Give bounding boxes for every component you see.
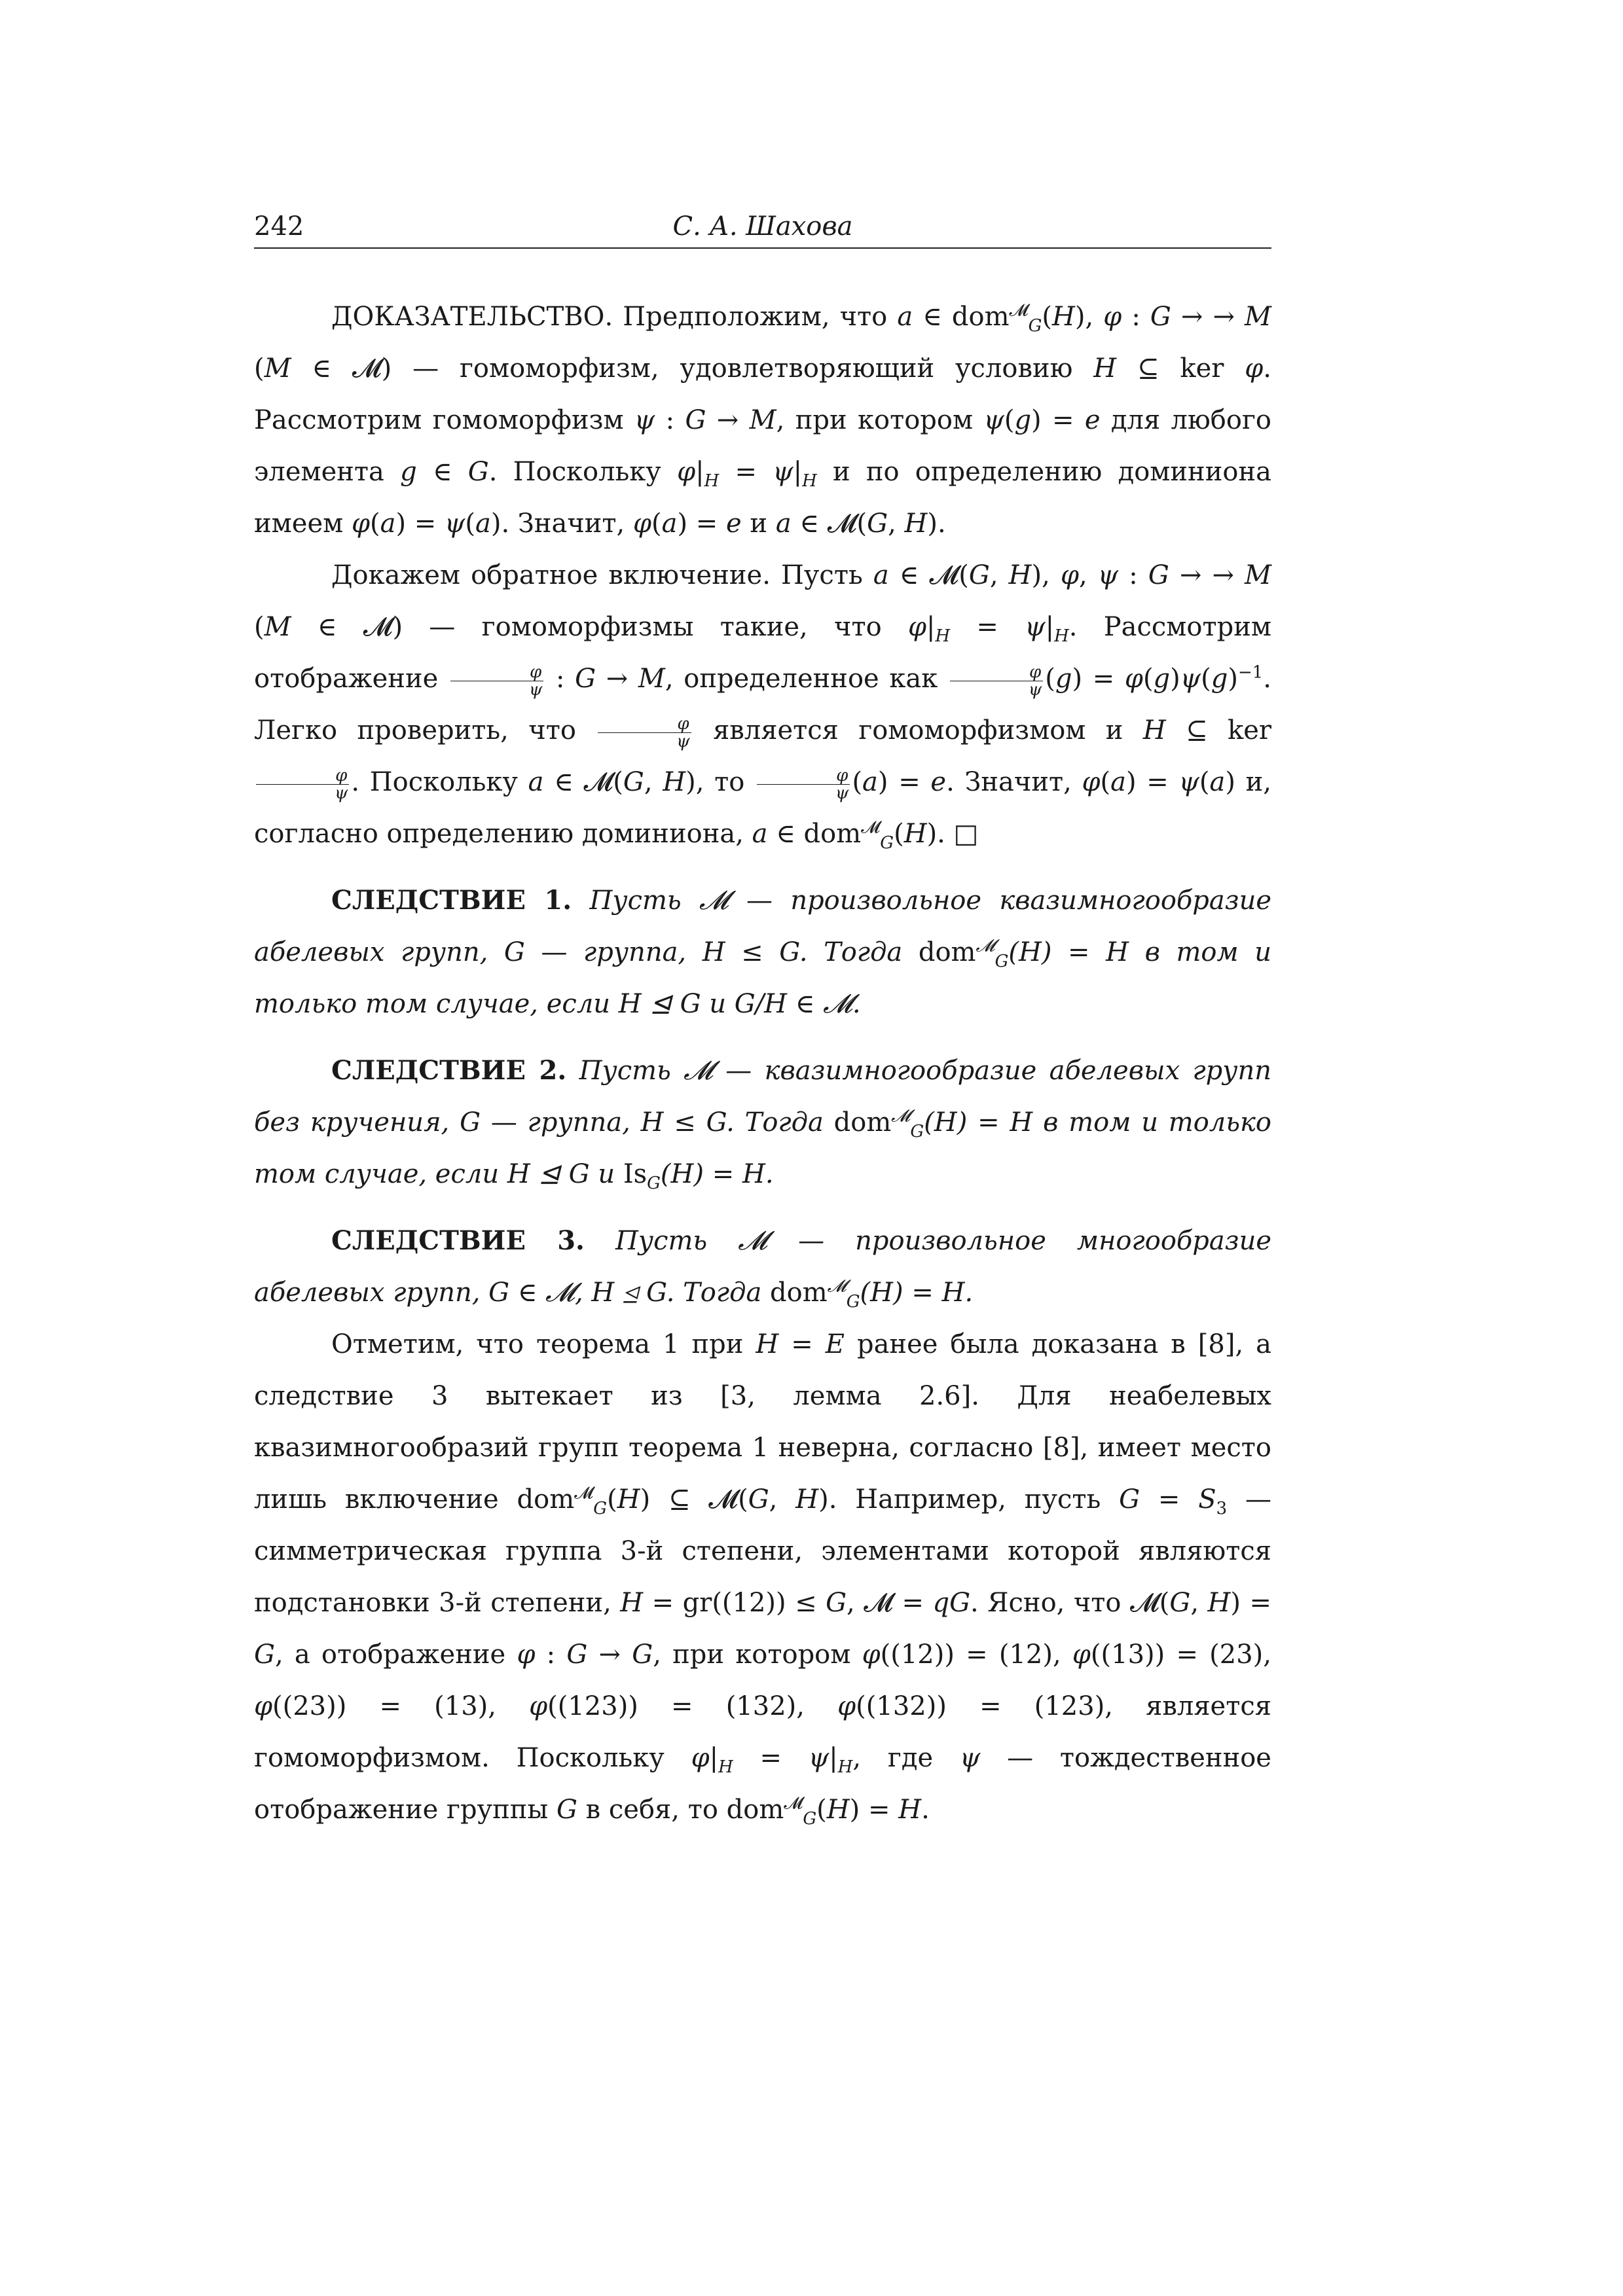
corollary-1-label: СЛЕДСТВИЕ 1. [331, 885, 572, 916]
page-number: 242 [254, 211, 304, 242]
proof-label: ДОКАЗАТЕЛЬСТВО. [331, 302, 613, 332]
reverse-inclusion-paragraph: Докажем обратное включение. Пусть a ∈ 𝓜(G, H), φ, ψ : G → → M (M ∈ 𝓜) — гомоморфизмы такие, что $\varphi|_H = \psi|_H$. Рассмотрим отображение $\frac{\varphi}{\psi}$ : G → M, определенное как $\frac{\varphi}{\psi}$ $(g) = \varphi(g)\psi(g)^{-1}$. Легко проверить, что $\frac{\varphi}{\psi}$ является гомоморфизмом и H ⊆ ker $\frac{\varphi}{\psi}$ . Поскольку a ∈ 𝓜(G, H), то $\frac{\varphi}{\psi}$ (a) = e. Значит, φ(a) = ψ(a) и, согласно определению доминиона, a ∈ dom$^𝓜_G$(H). □ [254, 560, 1272, 853]
fraction-phi-psi: $\frac{\varphi}{\psi}$ [450, 664, 543, 698]
corollary-1: СЛЕДСТВИЕ 1. Пусть 𝓜 — произвольное квазимногообразие абелевых групп, G — группа, H ≤ G. Тогда dom$^𝓜_G$(H) = H в том и только том случае, если H ⊴ G и G/H ∈ 𝓜. [254, 885, 1272, 1019]
corollary-3-label: СЛЕДСТВИЕ 3. [331, 1225, 585, 1256]
qed-mark: □ [953, 819, 979, 849]
header-rule [254, 247, 1271, 249]
proof-paragraph: ДОКАЗАТЕЛЬСТВО. Предположим, что a ∈ dom$^𝓜_G$(H), φ : G → → M (M ∈ 𝓜) — гомоморфизм, удовлетворяющий условию H ⊆ ker φ. Рассмотрим гомоморфизм ψ : G → M, при котором ψ(g) = e для любого элемента g ∈ G. Поскольку $\varphi|_H = \psi|_H$ и по определению доминиона имеем φ(a) = ψ(a). Значит, φ(a) = e и a ∈ 𝓜(G, H). [254, 300, 1271, 539]
running-head-author: С. А. Шахова [672, 211, 853, 242]
corollary-3: СЛЕДСТВИЕ 3. Пусть 𝓜 — произвольное многообразие абелевых групп, G ∈ 𝓜, H ⊴ G. Тогда dom$^𝓜_G$(H) = H. [254, 1225, 1272, 1312]
corollary-2-label: СЛЕДСТВИЕ 2. [331, 1055, 567, 1086]
remark-paragraph: Отметим, что теорема 1 при H = E ранее была доказана в [8], а следствие 3 вытекает из [3, лемма 2.6]. Для неабелевых квазимногообразий групп теорема 1 неверна, согласно [8], имеет место лишь включение dom$^𝓜_G$(H) ⊆ 𝓜(G, H). Например, пусть $G = S_3$ — симметрическая группа 3-й степени, элементами которой являются подстановки 3-й степени, H = gr((12)) ≤ G, 𝓜 = qG. Ясно, что 𝓜(G, H) = G, а отображение φ : G → G, при котором φ((12)) = (12), φ((13)) = (23), φ((23)) = (13), φ((123)) = (132), φ((132)) = (123), является гомоморфизмом. Поскольку $\varphi|_H = \psi|_H$, где ψ — тождественное отображение группы G в себя, то dom$^𝓜_G$(H) = H. [254, 1329, 1272, 1829]
corollary-2: СЛЕДСТВИЕ 2. Пусть 𝓜 — квазимногообразие абелевых групп без кручения, G — группа, H ≤ G. Тогда dom$^𝓜_G$(H) = H в том и только том случае, если H ⊴ G и $Is_G(H) = H$. [254, 1055, 1272, 1193]
body-text [254, 291, 1271, 1836]
